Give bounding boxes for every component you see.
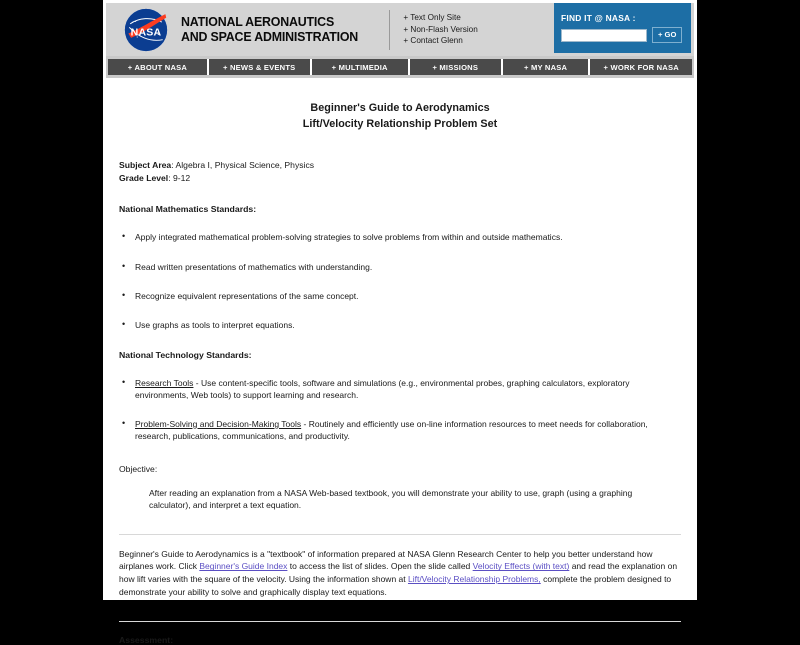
tech-standards-list xyxy=(119,377,681,442)
tech-standards-heading: National Technology Standards: xyxy=(119,349,252,360)
section-divider-bottom xyxy=(119,621,681,622)
math-standards-list xyxy=(119,231,681,330)
tech-standard-body: - Use content-specific tools, software and simulations (e.g., environmental probes, graphing calculators, exploratory environments, Web tools) to support learning and research. xyxy=(135,377,630,400)
nav-item-work-for-nasa[interactable]: + WORK FOR NASA xyxy=(590,59,692,75)
overview-paragraph xyxy=(119,548,681,599)
svg-text:NASA: NASA xyxy=(130,25,162,38)
list-item: • Apply integrated mathematical problem-solving strategies to solve problems from within and outside mathematics. xyxy=(119,231,681,243)
objective-heading: Objective: xyxy=(119,463,158,474)
assessment-heading: Assessment: xyxy=(119,634,174,645)
search-input[interactable] xyxy=(561,29,647,42)
page-title xyxy=(119,100,681,133)
grade-level-value: : 9-12 xyxy=(168,173,191,184)
quick-link-text-only-site[interactable]: + Text Only Site xyxy=(403,13,461,23)
link-velocity-effects-with-text[interactable]: Velocity Effects (with text) xyxy=(472,561,570,572)
link-beginners-guide-index[interactable]: Beginner's Guide Index xyxy=(199,561,288,572)
tech-standard-term: Research Tools xyxy=(135,377,194,388)
nav-item-missions[interactable]: + MISSIONS xyxy=(410,59,503,75)
overview-text-part1: Beginner's Guide to Aerodynamics is a "textbook" of information prepared at NASA Glenn Research Center to help you better understand how airplanes work. Click xyxy=(119,548,653,572)
objective-body: After reading an explanation from a NASA Web-based textbook, you will demonstrate your ability to use, graph (using a graphing calculator), and interpret a text equation. xyxy=(149,487,633,511)
grade-level-line xyxy=(119,172,681,185)
overview-text-part2: to access the list of slides. Open the slide called xyxy=(287,561,473,572)
list-item xyxy=(119,377,681,401)
grade-level-label: Grade Level xyxy=(119,173,169,184)
agency-name xyxy=(181,15,369,45)
tech-standard-term: Problem-Solving and Decision-Making Tools xyxy=(135,418,302,429)
page-title-line2: Lift/Velocity Relationship Problem Set xyxy=(302,118,498,131)
lesson-content xyxy=(103,78,697,645)
quick-link-non-flash-version[interactable]: + Non-Flash Version xyxy=(403,24,478,34)
search-panel-label: FIND IT @ NASA : xyxy=(561,13,636,23)
primary-navigation xyxy=(103,56,697,78)
search-row xyxy=(561,27,684,43)
overview-text-part3: and read the explanation on how lift varies with the square of the velocity. Using the information shown at xyxy=(119,561,678,585)
tech-standard-body: - Routinely and efficiently use on-line information resources to meet needs for collaboration, research, publications, communications, and productivity. xyxy=(135,418,648,441)
nav-item-multimedia[interactable]: + MULTIMEDIA xyxy=(312,59,410,75)
section-divider xyxy=(119,534,681,535)
overview-text-part4: complete the problem designed to demonstrate your ability to solve and graphically display text equations. xyxy=(119,574,672,597)
nasa-logo-icon xyxy=(124,8,168,52)
agency-name-line2: AND SPACE ADMINISTRATION xyxy=(181,28,359,44)
search-go-button[interactable]: + GO xyxy=(652,27,682,43)
list-item: • Recognize equivalent representations of the same concept. xyxy=(119,290,681,302)
nasa-meatball-logo[interactable] xyxy=(115,8,177,52)
list-item xyxy=(119,418,681,442)
subject-area-line xyxy=(119,159,681,172)
nav-item-my-nasa[interactable]: + MY NASA xyxy=(503,59,591,75)
header-divider xyxy=(389,10,390,50)
nav-item-about-nasa[interactable]: + ABOUT NASA xyxy=(108,59,209,75)
site-header xyxy=(103,0,697,56)
list-item: • Read written presentations of mathematics with understanding. xyxy=(119,261,681,273)
find-it-at-nasa-panel xyxy=(554,3,691,53)
agency-name-line1: NATIONAL AERONAUTICS xyxy=(181,13,335,29)
page-title-line1: Beginner's Guide to Aerodynamics xyxy=(310,102,490,114)
math-standards-heading: National Mathematics Standards: xyxy=(119,204,257,215)
nasa-lesson-page xyxy=(103,0,697,645)
link-lift-velocity-relationship-problems[interactable]: Lift/Velocity Relationship Problems, xyxy=(407,574,541,585)
subject-area-label: Subject Area xyxy=(119,159,172,170)
subject-area-value: : Algebra I, Physical Science, Physics xyxy=(171,159,315,170)
nav-item-news-events[interactable]: + NEWS & EVENTS xyxy=(209,59,312,75)
list-item: • Use graphs as tools to interpret equations. xyxy=(119,319,681,331)
quick-link-contact-glenn[interactable]: + Contact Glenn xyxy=(403,36,463,46)
